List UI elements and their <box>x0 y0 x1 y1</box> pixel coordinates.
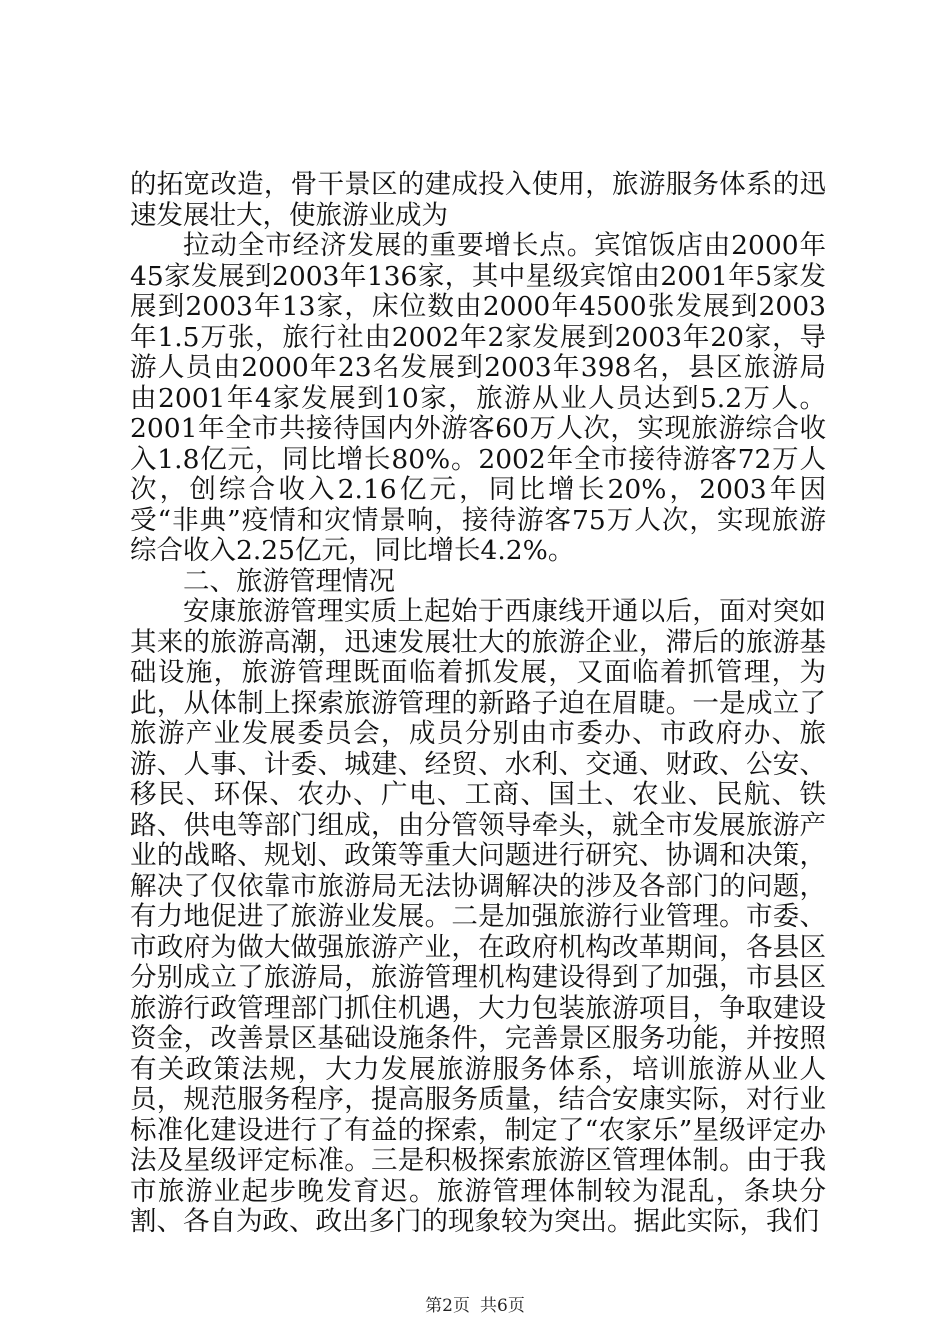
paragraph-statistics: 拉动全市经济发展的重要增长点。宾馆饭店由2000年45家发展到2003年136家，其中星级宾馆由2001年5家发展到2003年13家，床位数由2000年4500张发展到2003年1.5万张，旅行社由2002年2家发展到2003年20家，导游人员由2000年23名发展到2003年398名，县区旅游局由2001年4家发展到10家，旅游从业人员达到5.2万人。2001年全市共接待国内外游客60万人次，实现旅游综合收入1.8亿元，同比增长80%。2002年全市接待游客72万人次，创综合收入2.16亿元，同比增长20%，2003年因受“非典”疫情和灾情景响，接待游客75万人次，实现旅游综合收入2.25亿元，同比增长4.2%。 <box>130 230 826 566</box>
paragraph-management: 安康旅游管理实质上起始于西康线开通以后，面对突如其来的旅游高潮，迅速发展壮大的旅游企业，滞后的旅游基础设施，旅游管理既面临着抓发展，又面临着抓管理，为此，从体制上探索旅游管理的新路子迫在眉睫。一是成立了旅游产业发展委员会，成员分别由市委办、市政府办、旅游、人事、计委、城建、经贸、水利、交通、财政、公安、移民、环保、农办、广电、工商、国土、农业、民航、铁路、供电等部门组成，由分管领导牵头，就全市发展旅游产业的战略、规划、政策等重大问题进行研究、协调和决策，解决了仅依靠市旅游局无法协调解决的涉及各部门的问题，有力地促进了旅游业发展。二是加强旅游行业管理。市委、市政府为做大做强旅游产业，在政府机构改革期间，各县区分别成立了旅游局，旅游管理机构建设得到了加强，市县区旅游行政管理部门抓住机遇，大力包装旅游项目，争取建设资金，改善景区基础设施条件，完善景区服务功能，并按照有关政策法规，大力发展旅游服务体系，培训旅游从业人员，规范服务程序，提高服务质量，结合安康实际，对行业标准化建设进行了有益的探索，制定了“农家乐”星级评定办法及星级评定标准。三是积极探索旅游区管理体制。由于我市旅游业起步晚发育迟。旅游管理体制较为混乱，条块分割、各自为政、政出多门的现象较为突出。据此实际，我们 <box>130 596 826 1237</box>
paragraph-continuation: 的拓宽改造，骨干景区的建成投入使用，旅游服务体系的迅速发展壮大，使旅游业成为 <box>130 169 826 231</box>
page-number: 第2页 <box>425 1296 470 1316</box>
page-total: 共6页 <box>480 1296 525 1316</box>
section-heading-tourism-management: 二、旅游管理情况 <box>183 565 395 597</box>
document-body <box>130 170 826 1238</box>
page-footer <box>0 1296 950 1316</box>
